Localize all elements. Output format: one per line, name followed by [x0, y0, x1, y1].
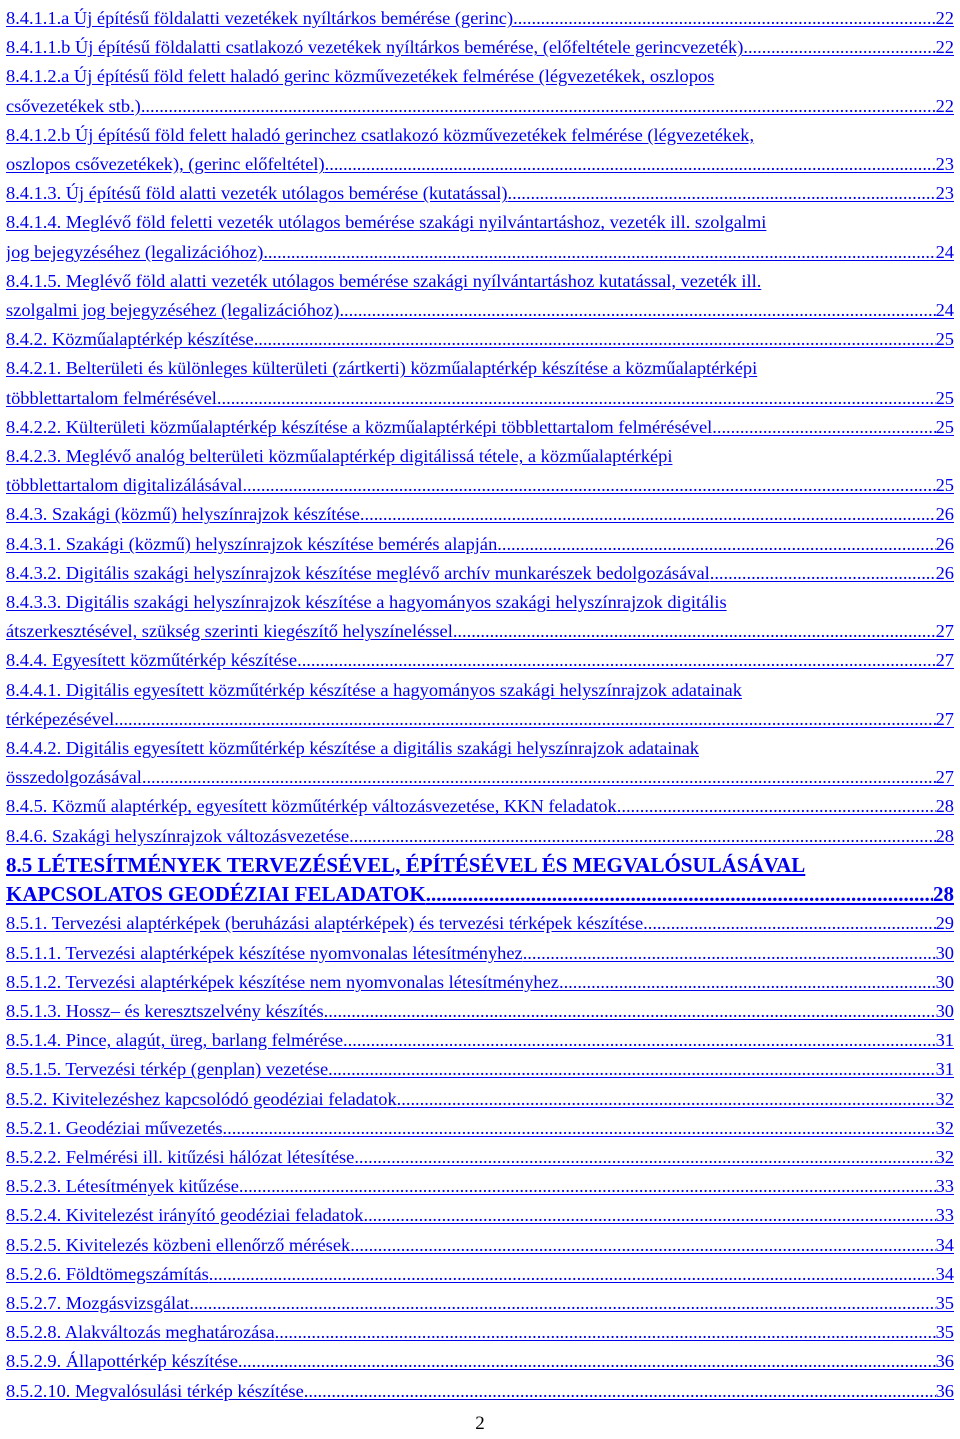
dot-leader: [712, 413, 935, 442]
toc-entry-text: 8.5.2.10. Megvalósulási térkép készítése: [6, 1380, 304, 1401]
toc-entry: [6, 500, 954, 529]
dot-leader: [328, 1055, 936, 1084]
toc-link[interactable]: [6, 208, 954, 266]
toc-entry-text: 8.5.2.1. Geodéziai művezetés: [6, 1117, 223, 1138]
toc-entry-text: oszlopos csővezetékek), (gerinc előfeltétel): [6, 154, 325, 175]
toc-link[interactable]: [6, 325, 954, 354]
dot-leader: [343, 1026, 936, 1055]
dot-leader: [339, 296, 935, 325]
toc-entry-text: 8.4.1.2.b Új építésű föld felett haladó gerinchez csatlakozó közművezetékek felmérése (légvezetékek,: [6, 124, 755, 145]
dot-leader: [242, 471, 935, 500]
dot-leader: [254, 325, 936, 354]
toc-entry: [6, 1201, 954, 1230]
toc-link[interactable]: [6, 267, 954, 325]
toc-entry-text: 8.5.1.4. Pince, alagút, üreg, barlang felmérése: [6, 1030, 344, 1051]
toc-page-number: 28: [935, 796, 954, 817]
toc-entry: [6, 325, 954, 354]
toc-page-number: 33: [935, 1176, 954, 1197]
toc-page-number: 24: [935, 241, 954, 262]
dot-leader: [617, 792, 936, 821]
toc-entry: [6, 354, 954, 412]
toc-entry-text: 8.4.1.1.b Új építésű földalatti csatlakozó vezetékek nyíltárkos bemérése, (előfeltétele gerincvezeték): [6, 37, 744, 58]
toc-link[interactable]: [6, 1085, 954, 1114]
toc-page-number: 34: [935, 1234, 954, 1255]
toc-entry: [6, 179, 954, 208]
toc-entry-text: 8.4.3.1. Szakági (közmű) helyszínrajzok készítése bemérés alapján: [6, 533, 498, 554]
toc-link[interactable]: [6, 1201, 954, 1230]
dot-leader: [363, 1201, 935, 1230]
toc-page-number: 26: [935, 533, 954, 554]
toc-entry-text: 8.4.1.3. Új építésű föld alatti vezeték utólagos bemérése (kutatással): [6, 183, 508, 204]
dot-leader: [142, 763, 936, 792]
dot-leader: [354, 1143, 935, 1172]
toc-entry-text: 8.4.1.5. Meglévő föld alatti vezeték utólagos bemérése szakági nyílvántartáshoz kutatással, vezeték ill.: [6, 270, 762, 291]
toc-page-number: 27: [935, 621, 954, 642]
toc-entry-text: 8.5.2.6. Földtömegszámítás: [6, 1263, 209, 1284]
toc-entry-text: 8.4.3. Szakági (közmű) helyszínrajzok készítése: [6, 504, 360, 525]
toc-heading-entry: [6, 851, 954, 909]
toc-entry-text: 8.5 LÉTESÍTMÉNYEK TERVEZÉSÉVEL, ÉPÍTÉSÉVEL ÉS MEGVALÓSULÁSÁVAL: [6, 852, 806, 877]
toc-entry: [6, 734, 954, 792]
toc-page-number: 32: [935, 1146, 954, 1167]
toc-entry: [6, 588, 954, 646]
toc-entry: [6, 1085, 954, 1114]
toc-page-number: 28: [933, 882, 954, 907]
toc-entry: [6, 1318, 954, 1347]
toc-link[interactable]: [6, 179, 954, 208]
dot-leader: [523, 939, 936, 968]
toc-entry-text: 8.5.2.5. Kivitelezés közbeni ellenőrző mérések: [6, 1234, 351, 1255]
dot-leader: [114, 705, 935, 734]
toc-entry: [6, 208, 954, 266]
toc-link[interactable]: [6, 4, 954, 33]
toc-page-number: 30: [935, 1000, 954, 1021]
dot-leader: [350, 1231, 935, 1260]
toc-page-number: 23: [935, 154, 954, 175]
toc-page-number: 26: [935, 504, 954, 525]
toc-page-number: 27: [935, 767, 954, 788]
dot-leader: [453, 617, 936, 646]
toc-link[interactable]: [6, 1055, 954, 1084]
toc-page-number: 23: [935, 183, 954, 204]
toc-page-number: 35: [935, 1292, 954, 1313]
toc-entry-text: 8.5.2.9. Állapottérkép készítése: [6, 1351, 238, 1372]
toc-entry: [6, 676, 954, 734]
toc-entry-text: 8.4.1.1.a Új építésű földalatti vezetékek nyíltárkos bemérése (gerinc): [6, 8, 514, 28]
dot-leader: [325, 150, 936, 179]
dot-leader: [360, 500, 936, 529]
toc-entry: [6, 1289, 954, 1318]
toc-entry-text: szolgalmi jog bejegyzéséhez (legalizációhoz): [6, 300, 340, 321]
toc-entry: [6, 1260, 954, 1289]
toc-entry-text: 8.4.2.3. Meglévő analóg belterületi közműalaptérkép digitálissá tétele, a közműalaptérképi: [6, 446, 673, 467]
toc-entry-text: 8.4.2. Közműalaptérkép készítése: [6, 329, 254, 350]
toc-entry: [6, 1377, 954, 1406]
toc-entry-text: átszerkesztésével, szükség szerinti kiegészítő helyszíneléssel: [6, 621, 453, 642]
toc-link[interactable]: [6, 676, 954, 734]
toc-entry: [6, 1114, 954, 1143]
toc-page-number: 31: [935, 1030, 954, 1051]
toc-page-number: 29: [935, 913, 954, 934]
dot-leader: [508, 179, 936, 208]
toc-entry: [6, 997, 954, 1026]
dot-leader: [397, 1085, 936, 1114]
toc-entry-text: 8.5.1. Tervezési alaptérképek (beruházási alaptérképek) és tervezési térképek készítése: [6, 913, 644, 934]
toc-link[interactable]: [6, 1114, 954, 1143]
toc-link[interactable]: [6, 646, 954, 675]
toc-link[interactable]: [6, 559, 954, 588]
toc-link[interactable]: [6, 588, 954, 646]
toc-entry-text: csővezetékek stb.): [6, 95, 141, 116]
toc-page-number: 22: [935, 95, 954, 116]
dot-leader: [643, 909, 935, 938]
toc-entry: [6, 4, 954, 33]
toc-entry-text: 8.4.2.2. Külterületi közműalaptérkép készítése a közműalaptérképi többlettartalom felmérésével: [6, 416, 713, 437]
dot-leader: [238, 1347, 936, 1376]
toc-entry: [6, 1055, 954, 1084]
toc-page-number: 36: [935, 1380, 954, 1401]
toc-page-number: 22: [935, 37, 954, 58]
toc-page-number: 36: [935, 1351, 954, 1372]
dot-leader: [324, 997, 936, 1026]
toc-entry: [6, 939, 954, 968]
toc-entry: [6, 62, 954, 120]
toc-page-number: 30: [935, 971, 954, 992]
toc-link[interactable]: [6, 500, 954, 529]
toc-link[interactable]: [6, 1026, 954, 1055]
toc-entry: [6, 267, 954, 325]
toc-page-number: 24: [935, 300, 954, 321]
toc-entry: [6, 413, 954, 442]
table-of-contents: [6, 4, 954, 1406]
toc-entry: [6, 1026, 954, 1055]
toc-page-number: 30: [935, 942, 954, 963]
toc-entry-text: 8.4.4.2. Digitális egyesített közműtérkép készítése a digitális szakági helyszínrajzok adatainak: [6, 738, 700, 759]
toc-page-number: 34: [935, 1263, 954, 1284]
toc-entry-text: 8.5.2.8. Alakváltozás meghatározása: [6, 1322, 275, 1343]
dot-leader: [239, 1172, 936, 1201]
dot-leader: [497, 530, 935, 559]
dot-leader: [710, 559, 936, 588]
toc-entry-text: 8.4.2.1. Belterületi és különleges külterületi (zártkerti) közműalaptérkép készítése a közműalaptérképi: [6, 358, 758, 379]
toc-page-number: 27: [935, 708, 954, 729]
toc-entry: [6, 1231, 954, 1260]
toc-entry: [6, 559, 954, 588]
toc-page-number: 27: [935, 650, 954, 671]
toc-page-number: 32: [935, 1088, 954, 1109]
toc-link[interactable]: [6, 822, 954, 851]
toc-entry-text: 8.4.6. Szakági helyszínrajzok változásvezetése: [6, 825, 350, 846]
dot-leader: [189, 1289, 935, 1318]
toc-link[interactable]: [6, 33, 954, 62]
dot-leader: [275, 1318, 936, 1347]
dot-leader: [209, 1260, 936, 1289]
toc-entry-text: jog bejegyzéséhez (legalizációhoz): [6, 241, 264, 262]
toc-entry-text: 8.5.1.2. Tervezési alaptérképek készítése nem nyomvonalas létesítményhez: [6, 971, 559, 992]
toc-link[interactable]: [6, 62, 954, 120]
toc-entry: [6, 442, 954, 500]
toc-entry: [6, 822, 954, 851]
toc-entry-text: összedolgozásával: [6, 767, 142, 788]
toc-link[interactable]: [6, 997, 954, 1026]
toc-page-number: 22: [935, 8, 954, 28]
dot-leader: [559, 968, 936, 997]
toc-link[interactable]: [6, 851, 954, 909]
toc-link[interactable]: [6, 968, 954, 997]
dot-leader: [513, 4, 936, 33]
toc-entry-text: 8.5.1.5. Tervezési térkép (genplan) vezetése: [6, 1059, 329, 1080]
toc-link[interactable]: [6, 413, 954, 442]
toc-entry: [6, 909, 954, 938]
toc-entry-text: 8.4.3.2. Digitális szakági helyszínrajzok készítése meglévő archív munkarészek bedolgozásával: [6, 562, 710, 583]
toc-page-number: 25: [935, 416, 954, 437]
toc-page-number: 31: [935, 1059, 954, 1080]
toc-entry: [6, 792, 954, 821]
toc-entry-text: 8.5.1.1. Tervezési alaptérképek készítése nyomvonalas létesítményhez: [6, 942, 523, 963]
toc-entry-text: 8.4.5. Közmű alaptérkép, egyesített közműtérkép változásvezetése, KKN feladatok: [6, 796, 617, 817]
toc-link[interactable]: [6, 1289, 954, 1318]
toc-entry: [6, 1347, 954, 1376]
page-number: 2: [475, 1413, 485, 1434]
dot-leader: [223, 1114, 936, 1143]
toc-entry-text: többlettartalom digitalizálásával: [6, 475, 243, 496]
toc-entry: [6, 1172, 954, 1201]
toc-link[interactable]: [6, 354, 954, 412]
toc-entry-text: 8.5.1.3. Hossz– és keresztszelvény készítés: [6, 1000, 324, 1021]
toc-entry: [6, 530, 954, 559]
toc-entry-text: 8.5.2.2. Felmérési ill. kitűzési hálózat létesítése: [6, 1146, 355, 1167]
toc-page-number: 25: [935, 475, 954, 496]
toc-page-number: 25: [935, 387, 954, 408]
toc-entry-text: 8.4.3.3. Digitális szakági helyszínrajzok készítése a hagyományos szakági helyszínrajzok digitális: [6, 592, 727, 613]
toc-link[interactable]: [6, 1347, 954, 1376]
dot-leader: [217, 384, 936, 413]
toc-link[interactable]: [6, 1231, 954, 1260]
toc-page-number: 32: [935, 1117, 954, 1138]
dot-leader: [743, 33, 935, 62]
toc-page-number: 25: [935, 329, 954, 350]
toc-entry: [6, 1143, 954, 1172]
toc-link[interactable]: [6, 1143, 954, 1172]
toc-entry: [6, 33, 954, 62]
toc-page-number: 35: [935, 1322, 954, 1343]
toc-link[interactable]: [6, 121, 954, 179]
toc-entry-text: 8.5.2.7. Mozgásvizsgálat: [6, 1292, 190, 1313]
toc-link[interactable]: [6, 1318, 954, 1347]
toc-entry-text: 8.5.2.4. Kivitelezést irányító geodéziai feladatok: [6, 1205, 364, 1226]
toc-entry-text: többlettartalom felmérésével: [6, 387, 217, 408]
toc-page-number: 33: [935, 1205, 954, 1226]
toc-entry-text: 8.5.2.3. Létesítmények kitűzése: [6, 1176, 239, 1197]
dot-leader: [426, 880, 933, 909]
toc-link[interactable]: [6, 442, 954, 500]
dot-leader: [304, 1377, 936, 1406]
toc-link[interactable]: [6, 734, 954, 792]
toc-entry: [6, 121, 954, 179]
toc-entry: [6, 646, 954, 675]
toc-link[interactable]: [6, 909, 954, 938]
toc-link[interactable]: [6, 1172, 954, 1201]
dot-leader: [263, 238, 935, 267]
toc-page-number: 28: [935, 825, 954, 846]
toc-entry-text: 8.5.2. Kivitelezéshez kapcsolódó geodéziai feladatok: [6, 1088, 397, 1109]
toc-entry: [6, 968, 954, 997]
toc-link[interactable]: [6, 939, 954, 968]
toc-link[interactable]: [6, 792, 954, 821]
toc-entry-text: 8.4.1.2.a Új építésű föld felett haladó gerinc közművezetékek felmérése (légvezetékek, oszlopos: [6, 66, 715, 87]
toc-entry-text: 8.4.4. Egyesített közműtérkép készítése: [6, 650, 298, 671]
toc-link[interactable]: [6, 1260, 954, 1289]
dot-leader: [349, 822, 935, 851]
toc-entry-text: 8.4.4.1. Digitális egyesített közműtérkép készítése a hagyományos szakági helyszínrajzok adatainak: [6, 679, 742, 700]
dot-leader: [297, 646, 936, 675]
toc-link[interactable]: [6, 1377, 954, 1406]
toc-entry-text: térképezésével: [6, 708, 115, 729]
toc-link[interactable]: [6, 530, 954, 559]
toc-entry-text: 8.4.1.4. Meglévő föld feletti vezeték utólagos bemérése szakági nyilvántartáshoz, vezeték ill. szolgalmi: [6, 212, 767, 233]
toc-entry-text: KAPCSOLATOS GEODÉZIAI FELADATOK: [6, 882, 426, 907]
dot-leader: [141, 92, 936, 121]
toc-page-number: 26: [935, 562, 954, 583]
